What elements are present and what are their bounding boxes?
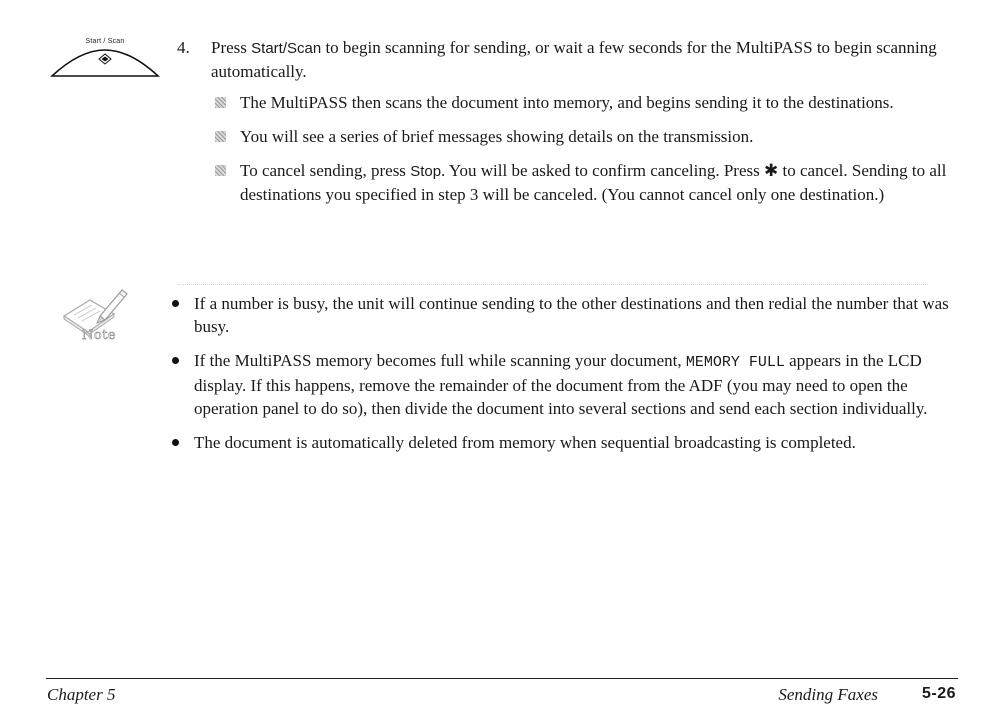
note-item <box>172 292 972 338</box>
start-scan-key-name: Start/Scan <box>251 40 322 57</box>
sub-item-text: The MultiPASS then scans the document into memory, and begins sending it to the destinations. <box>240 93 894 112</box>
sub-item-text-post: to cancel. Sending to all destinations you specified in step 3 will be canceled. (You cannot cancel only one destination.) <box>240 161 947 204</box>
note-icon <box>60 286 132 350</box>
step-text-pre: Press <box>211 38 252 57</box>
note-item-text: The document is automatically deleted from memory when sequential broadcasting is completed. <box>194 433 856 452</box>
note-label: Note <box>82 328 117 343</box>
square-bullet-icon <box>215 97 226 108</box>
bullet-dot-icon <box>172 357 179 364</box>
note-item <box>172 431 972 454</box>
asterisk-key-icon: ✱ <box>764 161 779 180</box>
note-item-text-post: appears in the LCD display. If this happens, remove the remainder of the document from the ADF (you may need to open the operation panel to do so), then divide the document into several sections and send each section individually. <box>194 351 928 418</box>
step-sub-list <box>211 91 951 217</box>
stop-key-name: Stop <box>410 163 442 180</box>
note-item-text-pre: If the MultiPASS memory becomes full while scanning your document, <box>194 351 686 370</box>
sub-item <box>211 159 951 206</box>
footer-page-number: 5-26 <box>921 685 956 702</box>
start-scan-key-illustration <box>50 38 160 78</box>
start-scan-key-label: Start / Scan <box>85 38 125 45</box>
bullet-dot-icon <box>172 300 179 307</box>
sub-item-text-mid: . You will be asked to confirm canceling. Press <box>441 161 764 180</box>
step-instruction <box>211 36 951 83</box>
note-item <box>172 349 972 420</box>
footer-chapter: Chapter 5 <box>47 685 116 704</box>
sub-item-text: You will see a series of brief messages showing details on the transmission. <box>240 127 754 146</box>
step-number: 4. <box>177 38 190 57</box>
sub-item <box>211 125 951 148</box>
square-bullet-icon <box>215 165 226 176</box>
lcd-message-memory-full: MEMORY FULL <box>685 354 785 371</box>
note-list <box>172 292 972 465</box>
bullet-dot-icon <box>172 439 179 446</box>
footer-rule <box>46 678 958 679</box>
sub-item-text-pre: To cancel sending, press <box>240 161 411 180</box>
sub-item <box>211 91 951 114</box>
section-divider <box>178 284 928 285</box>
footer-section-title: Sending Faxes <box>778 685 878 704</box>
step-text-post: to begin scanning for sending, or wait a few seconds for the MultiPASS to begin scanning automatically. <box>211 38 937 81</box>
diamond-start-icon <box>50 48 160 78</box>
note-item-text: If a number is busy, the unit will continue sending to the other destinations and then redial the number that was busy. <box>194 294 949 336</box>
square-bullet-icon <box>215 131 226 142</box>
